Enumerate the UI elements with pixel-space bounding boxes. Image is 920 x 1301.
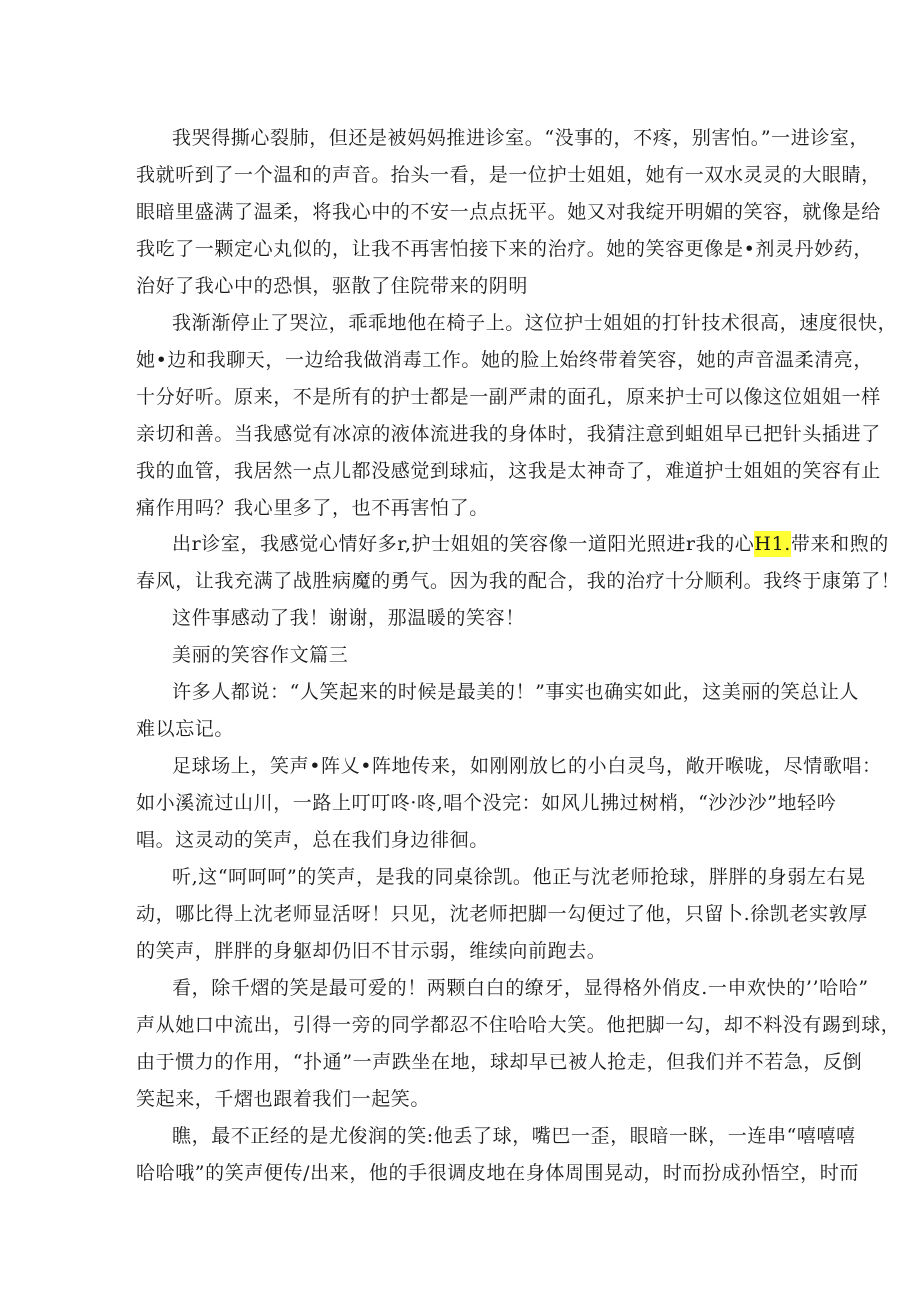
paragraph-line: 的笑声，胖胖的身躯却仍旧不甘示弱，维续向前跑去。: [136, 940, 607, 962]
paragraph-line: 足球场上，笑声•阵乂•阵地传来，如刚刚放匕的小白灵鸟，敞开喉咙，尽情歌唱：: [172, 755, 882, 777]
paragraph-line: 她•边和我聊天，一边给我做消毒工作。她的脸上始终带着笑容，她的声音温柔清亮，: [136, 349, 874, 371]
paragraph-line: 十分好听。原来，不是所有的护士都是一副严肃的面孔，原来护士可以像这位姐姐一样: [136, 386, 881, 408]
paragraph-line: 如小溪流过山川，一路上叮叮咚·咚,唱个没完：如风儿拂过树梢，“沙沙沙”地轻吟: [136, 792, 837, 814]
paragraph-line: 我的血管，我居然一点儿都没感觉到球疝，这我是太神奇了，难道护士姐姐的笑容有止: [136, 460, 881, 482]
paragraph-line: 听,这“呵呵呵”的笑声，是我的同桌徐凯。他正与沈老师抢球，胖胖的身弱左右晃: [172, 866, 866, 888]
line-text-before: 出r诊室，我感觉心情好多r,护士姐姐的笑容像一道阳光照进r我的心: [172, 533, 755, 555]
paragraph-line: 春风，让我充满了战胜病魔的勇气。因为我的配合，我的治疗十分顺利。我终于康第了！: [136, 570, 901, 592]
paragraph-line: 这件事感动了我！谢谢，那温暖的笑容！: [172, 607, 525, 629]
paragraph-line: 我吃了一颗定心丸似的，让我不再害怕接下来的治疗。她的笑容更像是•剂灵丹妙药，: [136, 238, 874, 260]
paragraph-line: 瞧，最不正经的是尤俊润的笑:他丢了球，嘴巴一歪，眼暗一眯，一连串“嘻嘻嘻: [172, 1125, 856, 1147]
paragraph-line: 声从她口中流出，引得一旁的同学都忍不住哈哈大笑。他把脚一勾，却不料没有踢到球，: [136, 1014, 901, 1036]
paragraph-line: 治好了我心中的恐惧，驱散了住院带来的阴明: [136, 275, 529, 297]
section-heading: 美丽的笑容作文篇三: [172, 644, 349, 666]
paragraph-line: 唱。这灵动的笑声，总在我们身边徘徊。: [136, 829, 489, 851]
paragraph-line: 难以忘记。: [136, 718, 235, 740]
paragraph-line: 动，哪比得上沈老师显活呀！只见，沈老师把脚一勾便过了他，只留卜.徐凯老实敦厚: [136, 903, 868, 925]
paragraph-line: 我哭得撕心裂肺，但还是被妈妈推进诊室。“没事的，不疼，别害怕。”一进诊室，: [172, 127, 870, 149]
paragraph-line-highlighted: [172, 531, 889, 557]
line-text-after: 带来和煦的: [790, 533, 889, 555]
paragraph-line: 看，除千熠的笑是最可爱的！两颗白白的缭牙，显得格外俏皮.一申欢快的’’哈哈”: [172, 977, 869, 999]
paragraph-line: 哈哈哦”的笑声便传/出来，他的手很调皮地在身体周围晃动，时而扮成孙悟空，时而: [136, 1162, 859, 1184]
paragraph-line: 许多人都说：“人笑起来的时候是最美的！”事实也确实如此，这美丽的笑总让人: [172, 681, 860, 703]
paragraph-line: 眼暗里盛满了温柔，将我心中的不安一点点抚平。她又对我绽开明媚的笑容，就像是给: [136, 201, 881, 223]
paragraph-line: 痛作用吗？我心里多了，也不再害怕了。: [136, 497, 489, 519]
paragraph-line: 由于惯力的作用，“扑通”一声跌坐在地，球却早已被人抢走，但我们并不若急，反倒: [136, 1051, 863, 1073]
paragraph-line: 我就听到了一个温和的声音。抬头一看，是一位护士姐姐，她有一双水灵灵的大眼睛，: [136, 164, 881, 186]
paragraph-line: 亲切和善。当我感觉有冰凉的液体流进我的身体时，我猜注意到蛆姐早已把针头插进了: [136, 423, 881, 445]
paragraph-line: 我渐渐停止了哭泣，乖乖地他在椅子上。这位护士姐姐的打针技术很高，速度很快，: [172, 312, 898, 334]
paragraph-line: 笑起来，千熠也跟着我们一起笑。: [136, 1088, 431, 1110]
highlighted-text: H1.: [754, 533, 791, 555]
